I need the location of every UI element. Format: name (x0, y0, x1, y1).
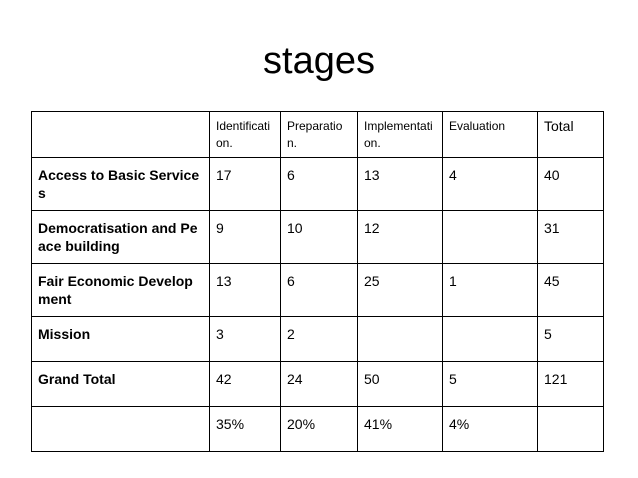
row-label: Access to Basic Services (32, 158, 210, 211)
table-cell: 31 (538, 211, 604, 264)
stages-table (31, 111, 604, 452)
table-cell: 12 (358, 211, 443, 264)
table-cell: 2 (281, 317, 358, 362)
header-cell-evaluation: Evaluation (443, 112, 538, 158)
table-cell: 3 (210, 317, 281, 362)
table-cell: 20% (281, 407, 358, 452)
header-cell-total: Total (538, 112, 604, 158)
table-cell (538, 407, 604, 452)
table-cell: 6 (281, 158, 358, 211)
table-cell: 121 (538, 362, 604, 407)
page-title: stages (263, 40, 375, 82)
table-cell: 5 (538, 317, 604, 362)
table-cell: 41% (358, 407, 443, 452)
table-cell (358, 317, 443, 362)
table-row (32, 317, 604, 362)
row-label: Mission (32, 317, 210, 362)
table-cell (443, 211, 538, 264)
table-cell: 45 (538, 264, 604, 317)
table-cell: 13 (210, 264, 281, 317)
table-cell: 4% (443, 407, 538, 452)
table-cell (443, 317, 538, 362)
header-cell-identification: Identificati on. (210, 112, 281, 158)
header-cell-preparation: Preparatio n. (281, 112, 358, 158)
table-cell: 13 (358, 158, 443, 211)
table-header-row (32, 112, 604, 158)
table-row (32, 158, 604, 211)
header-cell-empty (32, 112, 210, 158)
row-label: Grand Total (32, 362, 210, 407)
table-cell: 40 (538, 158, 604, 211)
table-cell: 9 (210, 211, 281, 264)
table-cell: 17 (210, 158, 281, 211)
table-cell: 10 (281, 211, 358, 264)
table-cell: 6 (281, 264, 358, 317)
row-label: Democratisation and Peace building (32, 211, 210, 264)
table-row (32, 362, 604, 407)
table-row (32, 264, 604, 317)
table-row (32, 407, 604, 452)
table-cell: 25 (358, 264, 443, 317)
table-row (32, 211, 604, 264)
table-cell: 24 (281, 362, 358, 407)
row-label (32, 407, 210, 452)
header-cell-implementation: Implementati on. (358, 112, 443, 158)
table-cell: 35% (210, 407, 281, 452)
table-cell: 5 (443, 362, 538, 407)
table-cell: 1 (443, 264, 538, 317)
table-cell: 50 (358, 362, 443, 407)
table-cell: 4 (443, 158, 538, 211)
table-cell: 42 (210, 362, 281, 407)
row-label: Fair Economic Development (32, 264, 210, 317)
